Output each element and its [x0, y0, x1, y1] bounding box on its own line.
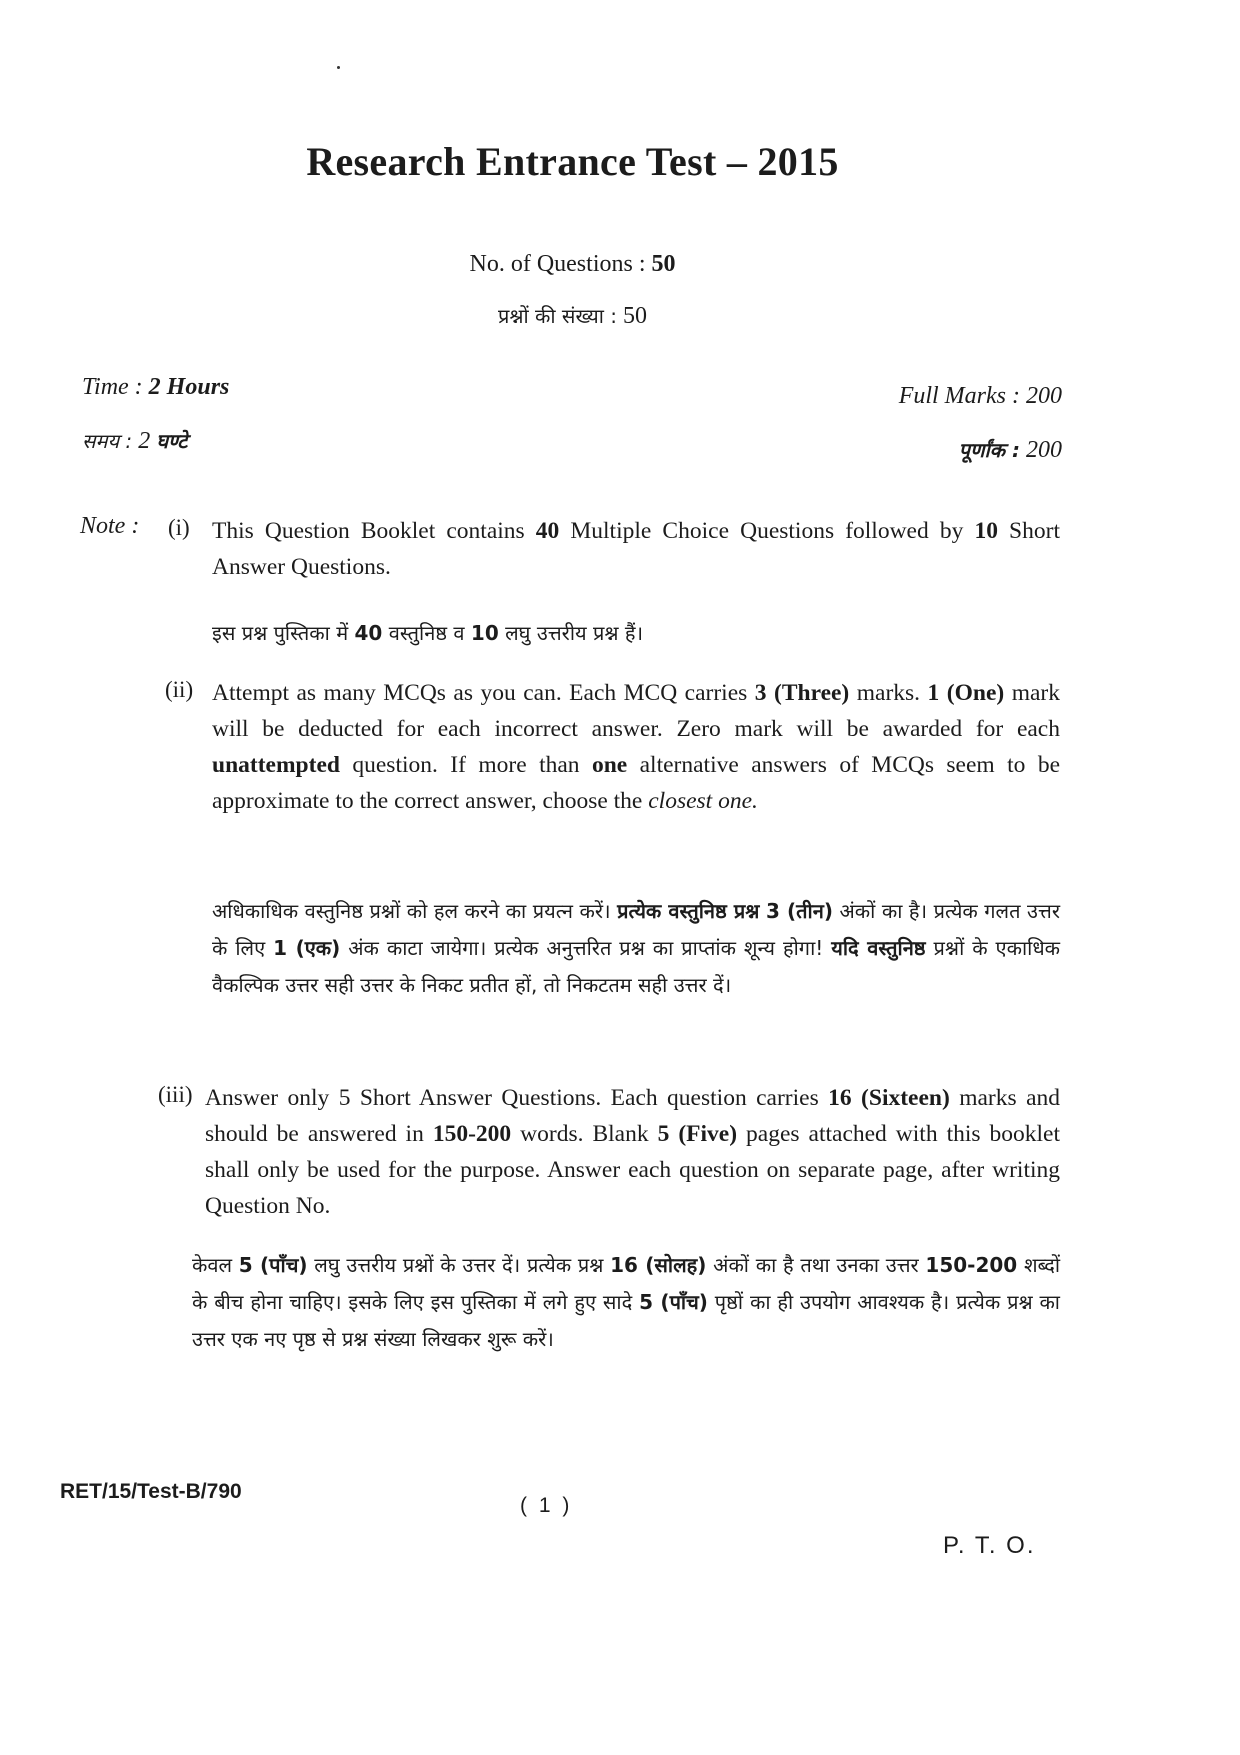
questions-count-en-label: No. of Questions : — [469, 251, 646, 277]
note-item-iii-hi — [192, 1247, 1060, 1358]
note-text: अंक काटा जायेगा। प्रत्येक अनुत्तरित प्रश्न का प्राप्तांक शून्य होगा! — [340, 936, 832, 960]
note-text: लघु उत्तरीय प्रश्नों के उत्तर दें। प्रत्येक प्रश्न — [307, 1253, 611, 1277]
note-emphasis: one — [591, 752, 628, 778]
note-emphasis: closest one. — [648, 788, 758, 814]
note-text: लघु उत्तरीय प्रश्न हैं। — [498, 621, 644, 645]
note-text: प्रश्नों के एकाधिक वैकल्पिक उत्तर सही उत्तर के निकट प्रतीत हों, तो निकटतम सही उत्तर दें। — [212, 936, 1060, 997]
time-hi-unit: घण्टे — [156, 429, 188, 453]
note-text: केवल — [192, 1253, 239, 1277]
time-en-value: 2 Hours — [148, 374, 230, 400]
note-emphasis: 5 (पाँच) — [639, 1290, 708, 1314]
note-emphasis: 5 (पाँच) — [238, 1253, 308, 1277]
note-item-number: (i) — [168, 515, 190, 540]
note-text: अंकों का है। प्रत्येक गलत उत्तर के लिए — [212, 899, 1061, 960]
scan-speck — [337, 66, 340, 69]
please-turn-over: P. T. O. — [943, 1532, 1036, 1559]
note-emphasis: 16 (सोलह) — [610, 1253, 707, 1277]
full-marks-hi-label: पूर्णांक : — [958, 438, 1020, 462]
note-text: alternative answers of MCQs seem to be approximate to the correct answer, choose the — [212, 752, 1060, 814]
note-text: अधिकाधिक वस्तुनिष्ठ प्रश्नों को हल करने का प्रयत्न करें। — [212, 899, 618, 923]
note-text: Attempt as many MCQs as you can. Each MCQ carries — [212, 680, 755, 706]
time-en — [82, 374, 229, 401]
booklet-code: RET/15/Test-B/790 — [60, 1480, 242, 1503]
note-text: Multiple Choice Questions followed by — [559, 518, 975, 544]
note-text: पृष्ठों का ही उपयोग आवश्यक है। प्रत्येक प्रश्न का उत्तर एक नए पृष्ठ से प्रश्न संख्या लिखकर शुरू करें। — [192, 1290, 1060, 1351]
note-emphasis: 40 — [535, 518, 560, 544]
full-marks-en-label: Full Marks : — [898, 383, 1020, 409]
note-emphasis: 10 — [470, 621, 499, 645]
note-item-ii-en — [212, 675, 1060, 819]
questions-count-en-value: 50 — [651, 251, 676, 277]
note-text: वस्तुनिष्ठ व — [382, 621, 471, 645]
note-text: This Question Booklet contains — [212, 518, 536, 544]
note-emphasis: 150-200 — [432, 1121, 512, 1147]
page-number: ( 1 ) — [520, 1494, 573, 1517]
time-en-label: Time : — [82, 374, 143, 400]
note-label: Note : — [80, 513, 140, 539]
questions-count-hi-label: प्रश्नों की संख्या : — [497, 304, 618, 328]
questions-count-hi-value: 50 — [623, 303, 648, 329]
note-emphasis: 1 (One) — [927, 680, 1005, 706]
note-emphasis: प्रत्येक वस्तुनिष्ठ प्रश्न — [617, 899, 760, 923]
note-item-number: (iii) — [158, 1082, 193, 1107]
note-emphasis: 1 (एक) — [273, 936, 341, 960]
note-emphasis: 3 (Three) — [754, 680, 850, 706]
note-text: शब्दों के बीच होना चाहिए। इसके लिए इस पुस्तिका में लगे हुए सादे — [192, 1253, 1061, 1314]
note-text: question. If more than — [339, 752, 592, 778]
note-item-number: (ii) — [165, 677, 194, 702]
note-text: pages attached with this booklet shall only be used for the purpose. — [205, 1121, 1060, 1183]
note-text: marks. — [849, 680, 928, 706]
note-emphasis: 16 (Sixteen) — [828, 1085, 950, 1111]
note-item-i-hi — [212, 615, 1060, 652]
note-text: Answer each question on separate page, after writing Question No. — [205, 1157, 1061, 1219]
note-emphasis: 3 (तीन) — [765, 899, 833, 923]
note-text: marks and should be answered in — [205, 1085, 1060, 1147]
note-text: अंकों का है तथा उनका उत्तर — [706, 1253, 926, 1277]
note-item-iii-en — [205, 1080, 1060, 1224]
full-marks-hi-value: 200 — [1026, 437, 1062, 463]
note-text: words. Blank — [511, 1121, 658, 1147]
note-item-ii-hi — [212, 893, 1060, 1004]
note-text: Short Answer Questions. — [212, 518, 1060, 580]
page-title: Research Entrance Test – 2015 — [306, 139, 839, 184]
note-emphasis: यदि वस्तुनिष्ठ — [831, 936, 926, 960]
time-hi-value: 2 — [138, 428, 151, 454]
note-emphasis: 150-200 — [925, 1253, 1018, 1277]
full-marks-en — [899, 383, 1062, 410]
time-hi — [82, 427, 187, 455]
time-hi-label: समय : — [82, 429, 133, 453]
note-emphasis: 40 — [354, 621, 383, 645]
note-text: mark will be deducted for each incorrect answer. Zero mark will be awarded for each — [212, 680, 1060, 742]
questions-count-hi — [0, 302, 1145, 330]
full-marks-hi — [959, 436, 1062, 464]
note-emphasis: 5 (Five) — [657, 1121, 738, 1147]
full-marks-en-value: 200 — [1026, 383, 1062, 409]
note-text: Answer only 5 Short Answer Questions. Each question carries — [205, 1085, 829, 1111]
note-item-i-en — [212, 513, 1060, 585]
questions-count-en — [0, 251, 1145, 278]
note-text: इस प्रश्न पुस्तिका में — [212, 621, 355, 645]
note-emphasis: unattempted — [212, 752, 340, 778]
note-emphasis: 10 — [974, 518, 998, 544]
